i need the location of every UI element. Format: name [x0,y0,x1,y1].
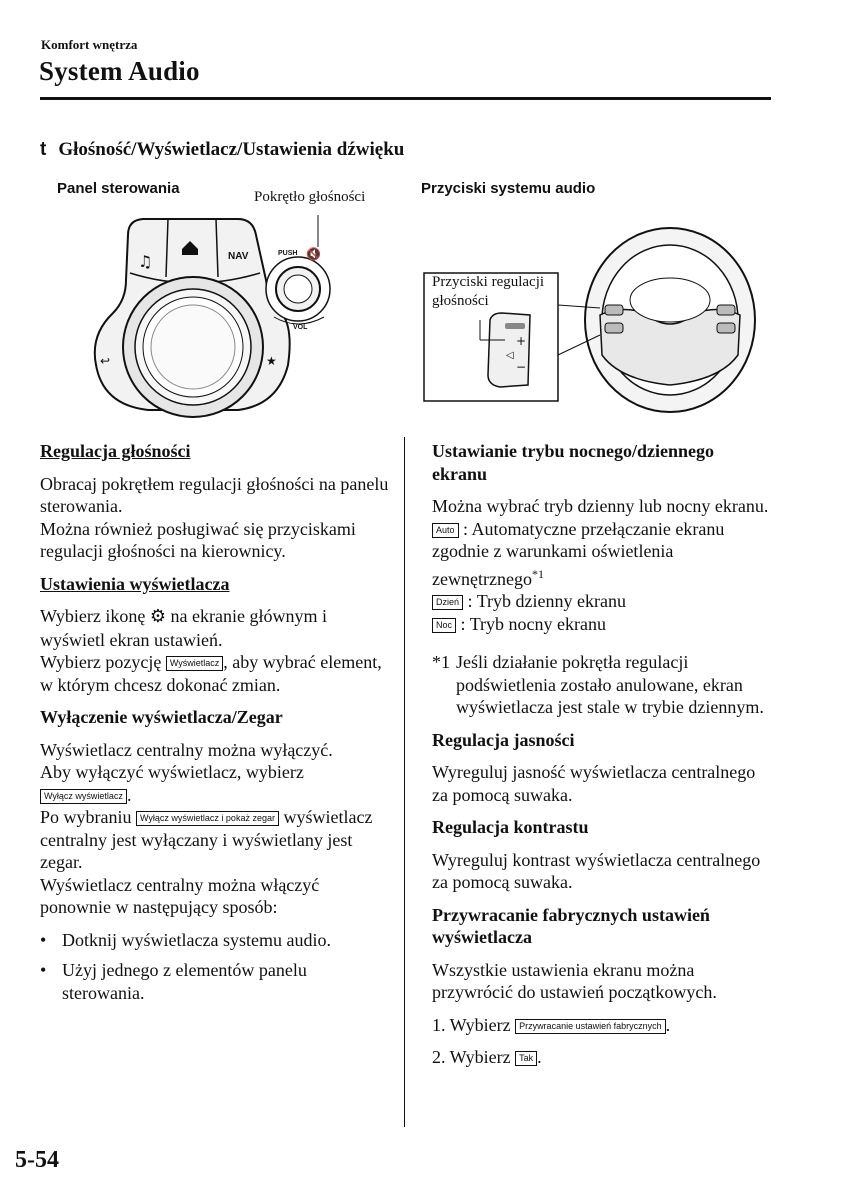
text-segment: : Tryb dzienny ekranu [467,591,626,611]
display-off-text-2: Aby wyłączyć wyświetlacz, wybierz [40,762,304,782]
text-segment: Po wybraniu [40,807,132,827]
volume-text-1: Obracaj pokrętłem regulacji głośności na panelu sterowania. [40,473,389,516]
star-icon: ★ [266,354,277,368]
callout-label [432,273,544,311]
heading-day-night: Ustawianie trybu nocnego/dziennego ekranu [432,441,715,484]
column-divider [404,437,405,1127]
step-1 [432,1014,772,1037]
section-title: Głośność/Wyświetlacz/Ustawienia dźwięku [58,139,405,160]
bullet-list [40,929,390,1005]
heading-display-settings: Ustawienia wyświetlacza [40,573,230,594]
audio-buttons-label: Przyciski systemu audio [421,180,596,197]
text-segment: , aby wybrać element, w którym chcesz dokonać zmian. [40,652,382,695]
heading-display-off: Wyłączenie wyświetlacza/Zegar [40,707,283,727]
speaker-icon: ◁ [506,350,514,361]
text-segment: . [126,784,132,805]
chapter-label: Komfort wnętrza [41,37,138,52]
display-off-text-5: Wyświetlacz centralny można włączyć ponownie w następujący sposób: [40,874,320,917]
callout-label-line1: Przyciski regulacji [432,274,545,290]
factory-reset-button[interactable]: Przywracanie ustawień fabrycznych [515,1019,666,1034]
control-panel-label: Panel sterowania [57,180,180,197]
step-2 [432,1046,772,1069]
day-button[interactable]: Dzień [432,595,463,610]
right-column [432,440,772,1069]
display-off-text-3 [40,784,390,807]
display-off-clock-button[interactable]: Wyłącz wyświetlacz i pokaż zegar [136,811,279,826]
auto-option [432,518,772,591]
display-settings-text-1 [40,605,390,651]
mute-icon: 🔇 [306,247,321,261]
volume-knob-label: Pokrętło głośności [254,189,366,205]
display-button[interactable]: Wyświetlacz [166,656,223,671]
nav-button-label: NAV [228,251,249,262]
page-number: 5-54 [15,1147,59,1173]
plus-icon: + [516,334,527,348]
night-button[interactable]: Noc [432,618,456,633]
svg-text:♫: ♫ [138,252,153,271]
footnote-mark: *1 [432,652,450,672]
section-heading [40,139,404,161]
push-label: PUSH [278,250,298,257]
vol-label: VOL [293,324,308,331]
heading-brightness: Regulacja jasności [432,729,575,750]
text-segment: : Tryb nocny ekranu [460,613,607,634]
list-item: • Dotknij wyświetlacza systemu audio. [62,929,390,952]
text-segment: . [537,1047,542,1067]
display-settings-text-2 [40,651,390,696]
day-option [432,590,772,613]
heading-volume: Regulacja głośności [40,441,191,461]
auto-button[interactable]: Auto [432,523,459,538]
text-segment: 2. Wybierz [432,1047,511,1067]
page-title: System Audio [39,56,200,86]
control-panel-illustration [88,205,348,420]
text-segment: 1. Wybierz [432,1014,511,1035]
callout-label-line2: głośności [432,293,489,309]
title-rule [40,97,771,100]
text-segment: wyświetlacz centralny jest wyłączany i wyświetlany jest zegar. [40,807,373,872]
footnote-ref: *1 [531,566,544,581]
yes-button[interactable]: Tak [515,1051,537,1066]
heading-contrast: Regulacja kontrastu [432,817,589,837]
day-night-text: Można wybrać tryb dzienny lub nocny ekranu. [432,496,769,516]
display-off-button[interactable]: Wyłącz wyświetlacz [40,789,127,804]
contrast-text: Wyreguluj kontrast wyświetlacza centralnego za pomocą suwaka. [432,849,761,892]
minus-icon: − [516,360,527,374]
volume-text-2: Można również posługiwać się przyciskami regulacji głośności na kierownicy. [40,518,356,561]
night-option [432,613,772,636]
text-segment: Wybierz pozycję [40,652,162,672]
settings-gear-icon: ⚙ [149,606,167,627]
display-off-text-1: Wyświetlacz centralny można wyłączyć. [40,739,333,760]
text-segment: Wybierz ikonę [40,606,146,626]
brightness-text: Wyreguluj jasność wyświetlacza centralnego za pomocą suwaka. [432,762,756,805]
left-column [40,440,390,1004]
section-bullet: t [40,139,47,160]
text-segment: : Automatyczne przełączanie ekranu zgodnie z warunkami oświetlenia zewnętrznego [432,518,725,589]
display-off-text-4 [40,806,390,874]
footnote [432,651,772,719]
factory-reset-text: Wszystkie ustawienia ekranu można przywrócić do ustawień początkowych. [432,959,717,1002]
heading-factory-reset: Przywracanie fabrycznych ustawień wyświetlacza [432,904,710,947]
music-note-icon [138,252,152,271]
list-item: • Użyj jednego z elementów panelu sterowania. [62,959,390,1004]
text-segment: . [665,1014,671,1035]
text-segment: na ekranie głównym i wyświetl ekran ustawień. [40,606,327,650]
footnote-text: Jeśli działanie pokrętła regulacji podświetlenia zostało anulowane, ekran wyświetlacza jest stale w trybie dziennym. [456,652,764,717]
back-icon: ↩ [100,354,111,368]
